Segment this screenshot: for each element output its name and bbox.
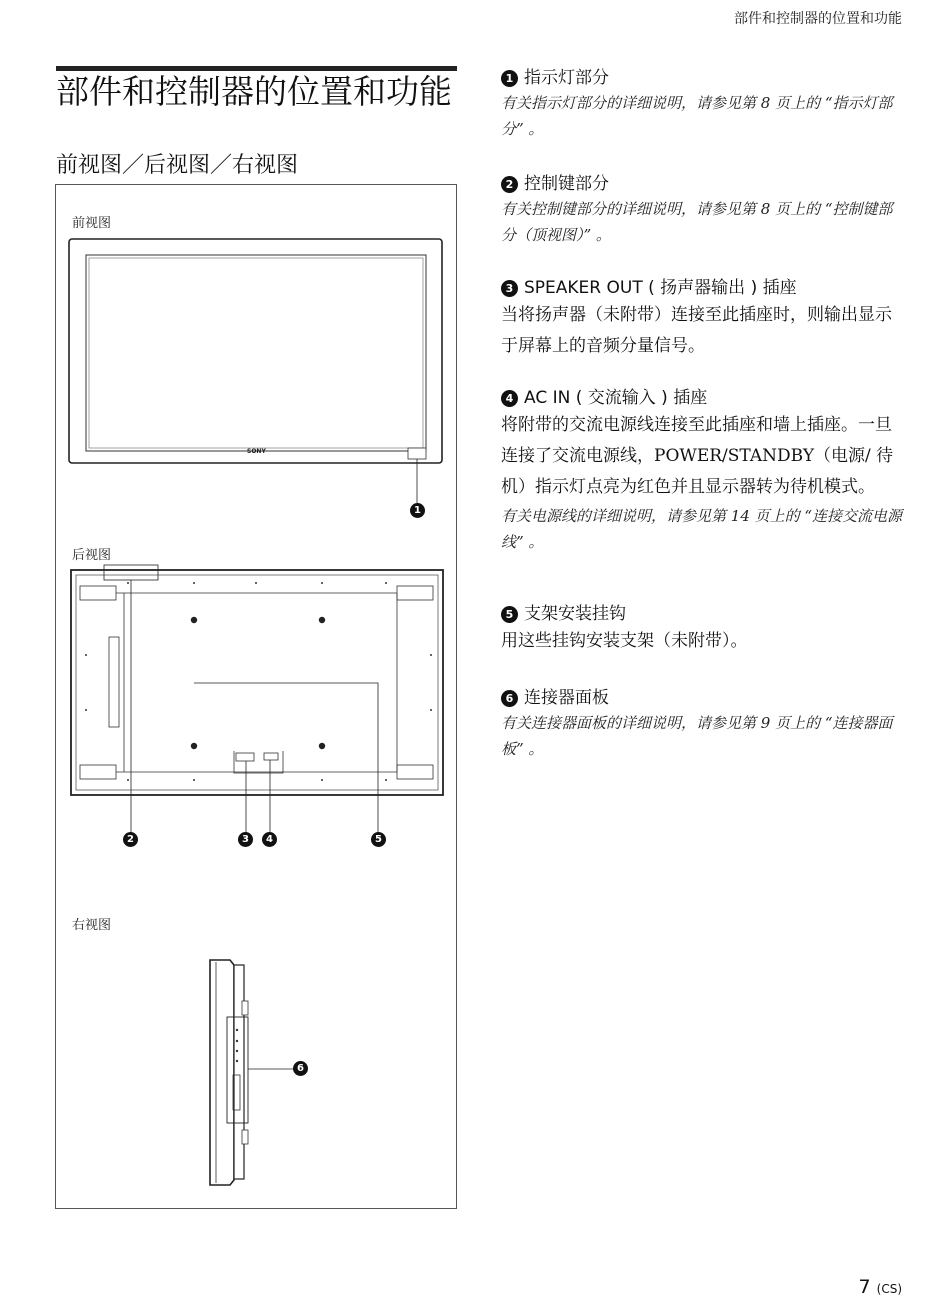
item-title: [501, 66, 906, 90]
sony-logo: SONY: [247, 448, 266, 455]
callout-2: 2: [123, 832, 138, 847]
page-number: [859, 1276, 903, 1298]
callout-1: 1: [410, 503, 425, 518]
item-number: 2: [501, 176, 518, 193]
item-stand-hooks: [501, 602, 906, 657]
item-number: 6: [501, 690, 518, 707]
item-reference: 有关控制键部分的详细说明，请参见第 8 页上的 “控制键部分（顶视图）” 。: [501, 200, 893, 244]
item-title-text: 控制键部分: [524, 174, 609, 194]
page-number-suffix: (CS): [876, 1282, 902, 1296]
page-number-value: 7: [858, 1276, 871, 1298]
item-reference: 有关指示灯部分的详细说明，请参见第 8 页上的 “指示灯部分” 。: [501, 94, 893, 138]
item-title: [501, 276, 906, 300]
item-speaker-out: [501, 276, 906, 362]
item-title: [501, 602, 906, 626]
item-number: 5: [501, 606, 518, 623]
item-ac-in: [501, 386, 906, 555]
item-title-text: 支架安装挂钩: [524, 604, 626, 624]
callout-3: 3: [238, 832, 253, 847]
side-view-drawing: [56, 185, 456, 1205]
item-title: [501, 686, 906, 710]
callout-6: 6: [293, 1061, 308, 1076]
section-subtitle: 前视图／后视图／右视图: [56, 153, 299, 178]
item-title: [501, 172, 906, 196]
callout-4: 4: [262, 832, 277, 847]
side-view-label: 右视图: [72, 918, 112, 933]
item-number: 4: [501, 390, 518, 407]
item-title-text: 连接器面板: [524, 688, 609, 708]
item-title: [501, 386, 906, 410]
rear-view-label: 后视图: [72, 548, 112, 563]
running-header: 部件和控制器的位置和功能: [734, 11, 902, 27]
item-number: 3: [501, 280, 518, 297]
item-description: 用这些挂钩安装支架（未附带）。: [501, 631, 748, 651]
item-number: 1: [501, 70, 518, 87]
item-reference: 有关连接器面板的详细说明，请参见第 9 页上的 “连接器面板” 。: [501, 714, 893, 758]
item-connector-panel: [501, 686, 906, 762]
callout-5: 5: [371, 832, 386, 847]
front-view-label: 前视图: [72, 216, 112, 231]
item-description: 将附带的交流电源线连接至此插座和墙上插座。一旦连接了交流电源线，POWER/STANDBY（电源/ 待机）指示灯点亮为红色并且显示器转为待机模式。: [501, 415, 894, 497]
title-rule: [56, 66, 457, 71]
item-description: 当将扬声器（未附带）连接至此插座时，则输出显示于屏幕上的音频分量信号。: [501, 305, 892, 356]
item-reference: 有关电源线的详细说明，请参见第 14 页上的 “连接交流电源线” 。: [501, 507, 903, 551]
item-title-text: SPEAKER OUT ( 扬声器输出 ) 插座: [524, 278, 797, 298]
item-indicator-section: [501, 66, 906, 142]
item-title-text: 指示灯部分: [524, 68, 609, 88]
page-title: 部件和控制器的位置和功能: [56, 72, 452, 111]
item-control-keys: [501, 172, 906, 248]
item-title-text: AC IN ( 交流输入 ) 插座: [524, 388, 708, 408]
figure-box: [55, 184, 457, 1209]
